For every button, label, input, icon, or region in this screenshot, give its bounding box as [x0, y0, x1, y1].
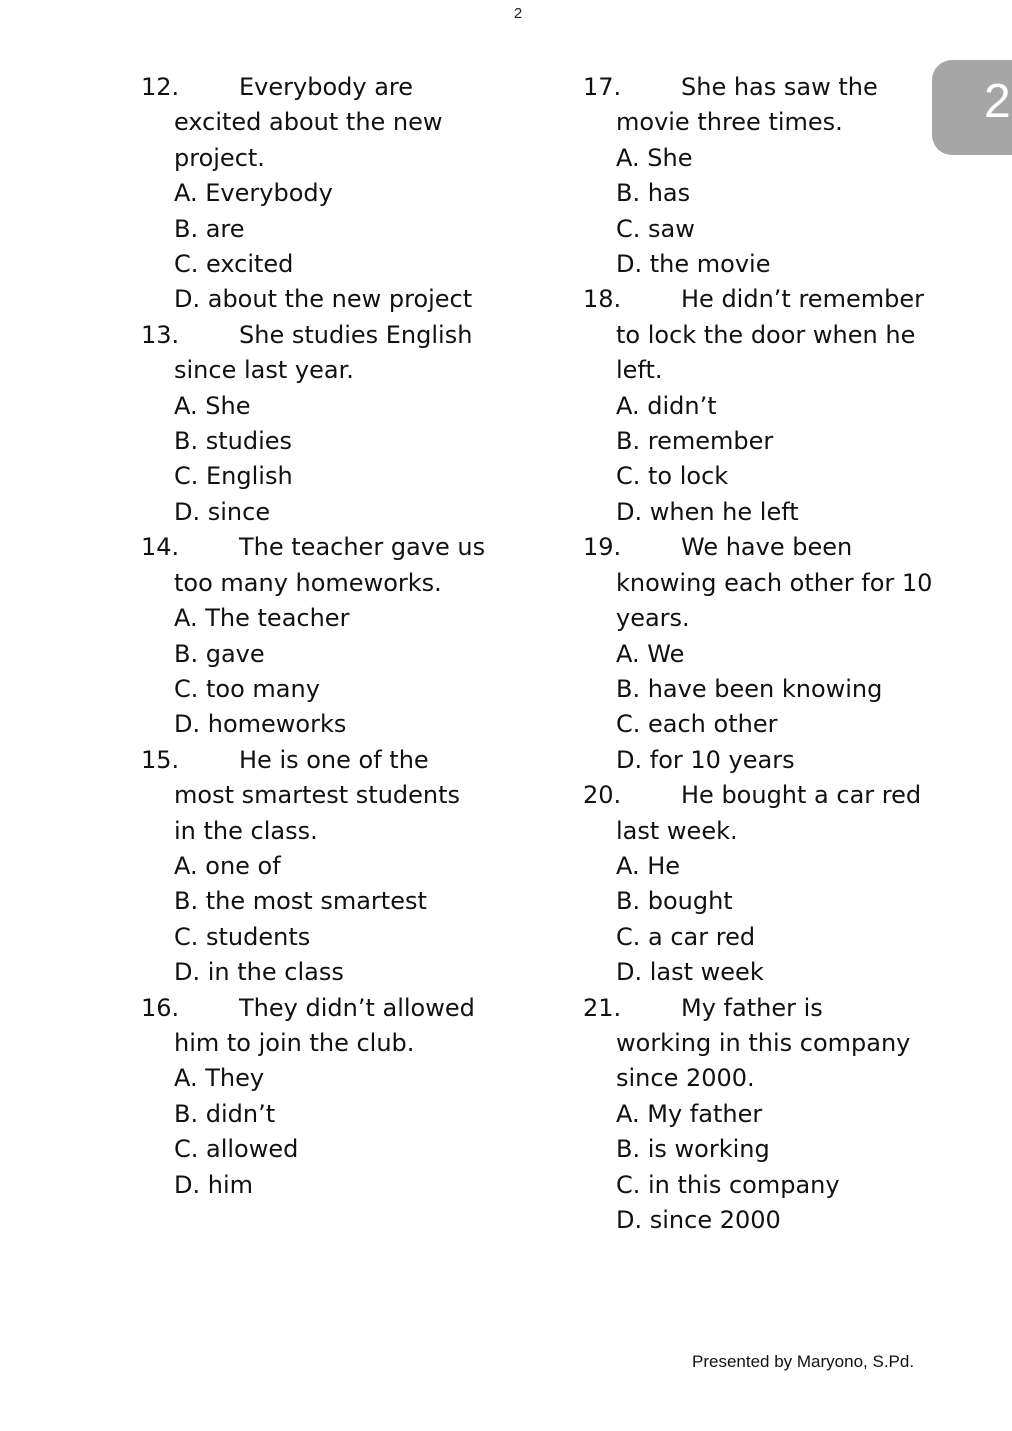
question-number: 20. [583, 781, 622, 810]
answer-option: C. a car red [616, 922, 756, 951]
question-number: 12. [141, 73, 180, 101]
answer-option: D. last week [616, 958, 764, 987]
question-text: too many homeworks. [174, 568, 442, 597]
question-text: He didn’t remember [681, 285, 924, 314]
answer-option: D. him [174, 1170, 253, 1199]
answer-option: B. the most smartest [174, 887, 427, 916]
question-number: 16. [141, 993, 180, 1022]
question-number: 21. [583, 993, 622, 1022]
answer-option: B. bought [616, 887, 733, 916]
question-first-line [583, 778, 943, 813]
question-number: 19. [583, 533, 622, 562]
question-number: 15. [141, 745, 180, 774]
question-text: him to join the club. [174, 1028, 415, 1057]
question-item [141, 530, 501, 742]
answer-option: D. when he left [616, 497, 799, 526]
question-item [583, 70, 943, 282]
question-text: since 2000. [616, 1064, 755, 1093]
answer-option: A. My father [616, 1099, 763, 1128]
chapter-tab-label: 2 [984, 75, 1011, 128]
question-first-line [583, 991, 943, 1026]
left-column [141, 70, 501, 1203]
question-first-line [141, 743, 501, 778]
question-first-line [583, 530, 943, 565]
question-text: She has saw the [681, 73, 878, 101]
question-text: left. [616, 356, 663, 385]
question-text: He bought a car red [681, 781, 922, 810]
page-number: 2 [513, 5, 523, 22]
question-text: She studies English [239, 320, 473, 349]
question-text: They didn’t allowed [239, 993, 475, 1022]
question-text: to lock the door when he [616, 320, 916, 349]
question-text: in the class. [174, 816, 318, 845]
question-first-line [141, 70, 501, 105]
answer-option: B. is working [616, 1135, 770, 1164]
answer-option: C. excited [174, 250, 294, 279]
question-item [583, 991, 943, 1239]
answer-option: C. English [174, 462, 293, 491]
answer-option: A. He [616, 851, 681, 880]
question-text: last week. [616, 816, 738, 845]
question-number: 18. [583, 285, 622, 314]
right-column [583, 70, 943, 1238]
question-item [583, 282, 943, 530]
answer-option: A. didn’t [616, 391, 717, 420]
question-number: 14. [141, 533, 180, 562]
question-text: My father is [681, 993, 823, 1022]
answer-option: B. gave [174, 639, 265, 668]
question-item [141, 318, 501, 530]
question-text: We have been [681, 533, 853, 562]
question-text: movie three times. [616, 108, 843, 137]
question-item [141, 991, 501, 1203]
answer-option: D. for 10 years [616, 745, 795, 774]
question-text: project. [174, 143, 265, 172]
answer-option: A. They [174, 1064, 265, 1093]
question-text: since last year. [174, 356, 354, 385]
answer-option: D. the movie [616, 250, 771, 279]
answer-option: D. since 2000 [616, 1206, 781, 1234]
answer-option: A. The teacher [174, 604, 350, 633]
chapter-tab [932, 60, 1012, 155]
answer-option: C. allowed [174, 1135, 299, 1164]
question-text: Everybody are [239, 73, 413, 101]
answer-option: B. have been knowing [616, 674, 883, 703]
answer-option: A. We [616, 639, 685, 668]
answer-option: D. since [174, 497, 271, 526]
question-item [583, 530, 943, 778]
answer-option: A. Everybody [174, 179, 333, 208]
answer-option: B. didn’t [174, 1099, 276, 1128]
answer-option: B. are [174, 214, 245, 243]
question-first-line [141, 318, 501, 353]
footer-credit: Presented by Maryono, S.Pd. [692, 1352, 915, 1371]
answer-option: D. homeworks [174, 710, 347, 739]
question-text: most smartest students [174, 781, 461, 810]
question-number: 13. [141, 320, 180, 349]
answer-option: B. has [616, 179, 691, 208]
answer-option: C. too many [174, 674, 320, 703]
question-text: years. [616, 604, 690, 633]
answer-option: D. in the class [174, 958, 344, 987]
question-text: He is one of the [239, 745, 429, 774]
answer-option: D. about the new project [174, 285, 473, 314]
question-first-line [583, 70, 943, 105]
answer-option: C. each other [616, 710, 778, 739]
question-first-line [583, 282, 943, 317]
question-number: 17. [583, 73, 622, 101]
answer-option: C. to lock [616, 462, 729, 491]
answer-option: C. students [174, 922, 311, 951]
answer-option: A. She [616, 143, 693, 172]
answer-option: A. She [174, 391, 251, 420]
question-text: working in this company [616, 1028, 911, 1057]
question-item [583, 778, 943, 990]
answer-option: C. saw [616, 214, 695, 243]
question-first-line [141, 991, 501, 1026]
question-text: The teacher gave us [239, 533, 486, 562]
answer-option: A. one of [174, 851, 281, 880]
answer-option: C. in this company [616, 1170, 840, 1199]
question-text: knowing each other for 10 [616, 568, 933, 597]
question-first-line [141, 530, 501, 565]
question-text: excited about the new [174, 108, 443, 137]
question-item [141, 70, 501, 318]
answer-option: B. studies [174, 427, 293, 456]
question-item [141, 743, 501, 991]
answer-option: B. remember [616, 427, 774, 456]
